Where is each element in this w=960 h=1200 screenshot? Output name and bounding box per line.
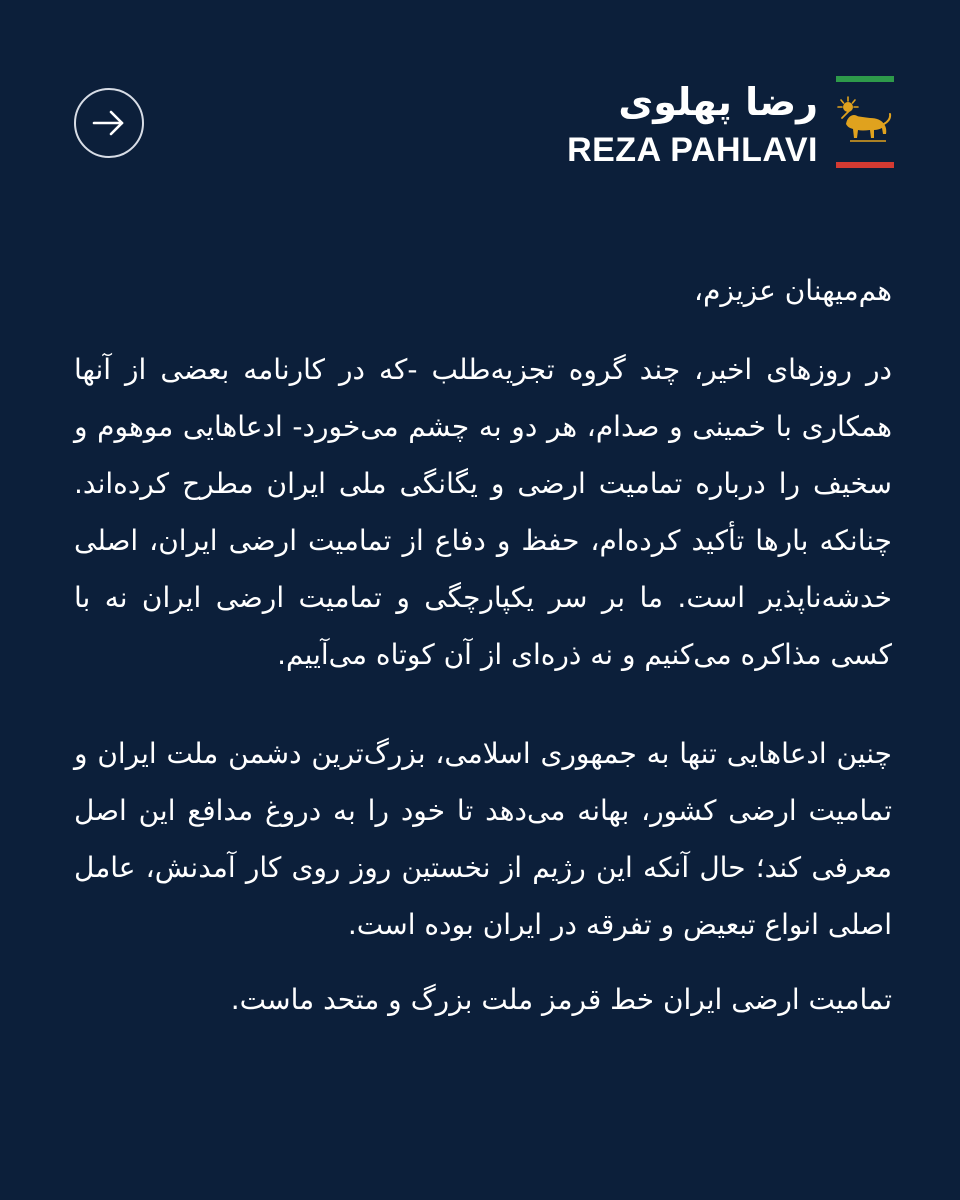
flag-emblem — [836, 76, 894, 168]
letter-paragraph: چنین ادعاهایی تنها به جمهوری اسلامی، بزرگ‌ترین دشمن ملت ایران و تمامیت ارضی کشور، بهانه می‌دهد تا خود را به دروغ مدافع این اصل معرفی کند؛ حال آنکه این رژیم از نخستین روز روی کار آمدنش، عامل اصلی انواع تبعیض و تفرقه در ایران بوده است. — [74, 737, 892, 941]
next-button[interactable] — [74, 88, 144, 158]
flag-red-stripe — [836, 162, 894, 168]
logo — [564, 76, 894, 176]
logo-latin-name: REZA PAHLAVI — [567, 131, 818, 169]
letter-greeting: هم‌میهنان عزیزم، — [694, 274, 892, 307]
arrow-right-icon — [89, 103, 129, 143]
lion-and-sun-icon — [836, 94, 894, 150]
flag-green-stripe — [836, 76, 894, 82]
letter-closing: تمامیت ارضی ایران خط قرمز ملت بزرگ و متحد ماست. — [230, 983, 892, 1016]
letter-paragraph: در روزهای اخیر، چند گروه تجزیه‌طلب -که در کارنامه بعضی از آنها همکاری با خمینی و صدام، هر دو به چشم می‌خورد- ادعاهایی موهوم و سخیف را درباره تمامیت ارضی و یگانگی ملی ایران مطرح کرده‌اند. چنانکه بارها تأکید کرده‌ام، حفظ و دفاع از تمامیت ارضی ایران، اصلی خدشه‌ناپذیر است. ما بر سر یکپارچگی و تمامیت ارضی ایران نه با کسی مذاکره می‌کنیم و نه ذره‌ای از آن کوتاه می‌آییم. — [74, 353, 892, 671]
header — [0, 70, 960, 180]
letter-body — [74, 262, 892, 1028]
logo-farsi-name: رضا پهلوی — [618, 80, 818, 124]
